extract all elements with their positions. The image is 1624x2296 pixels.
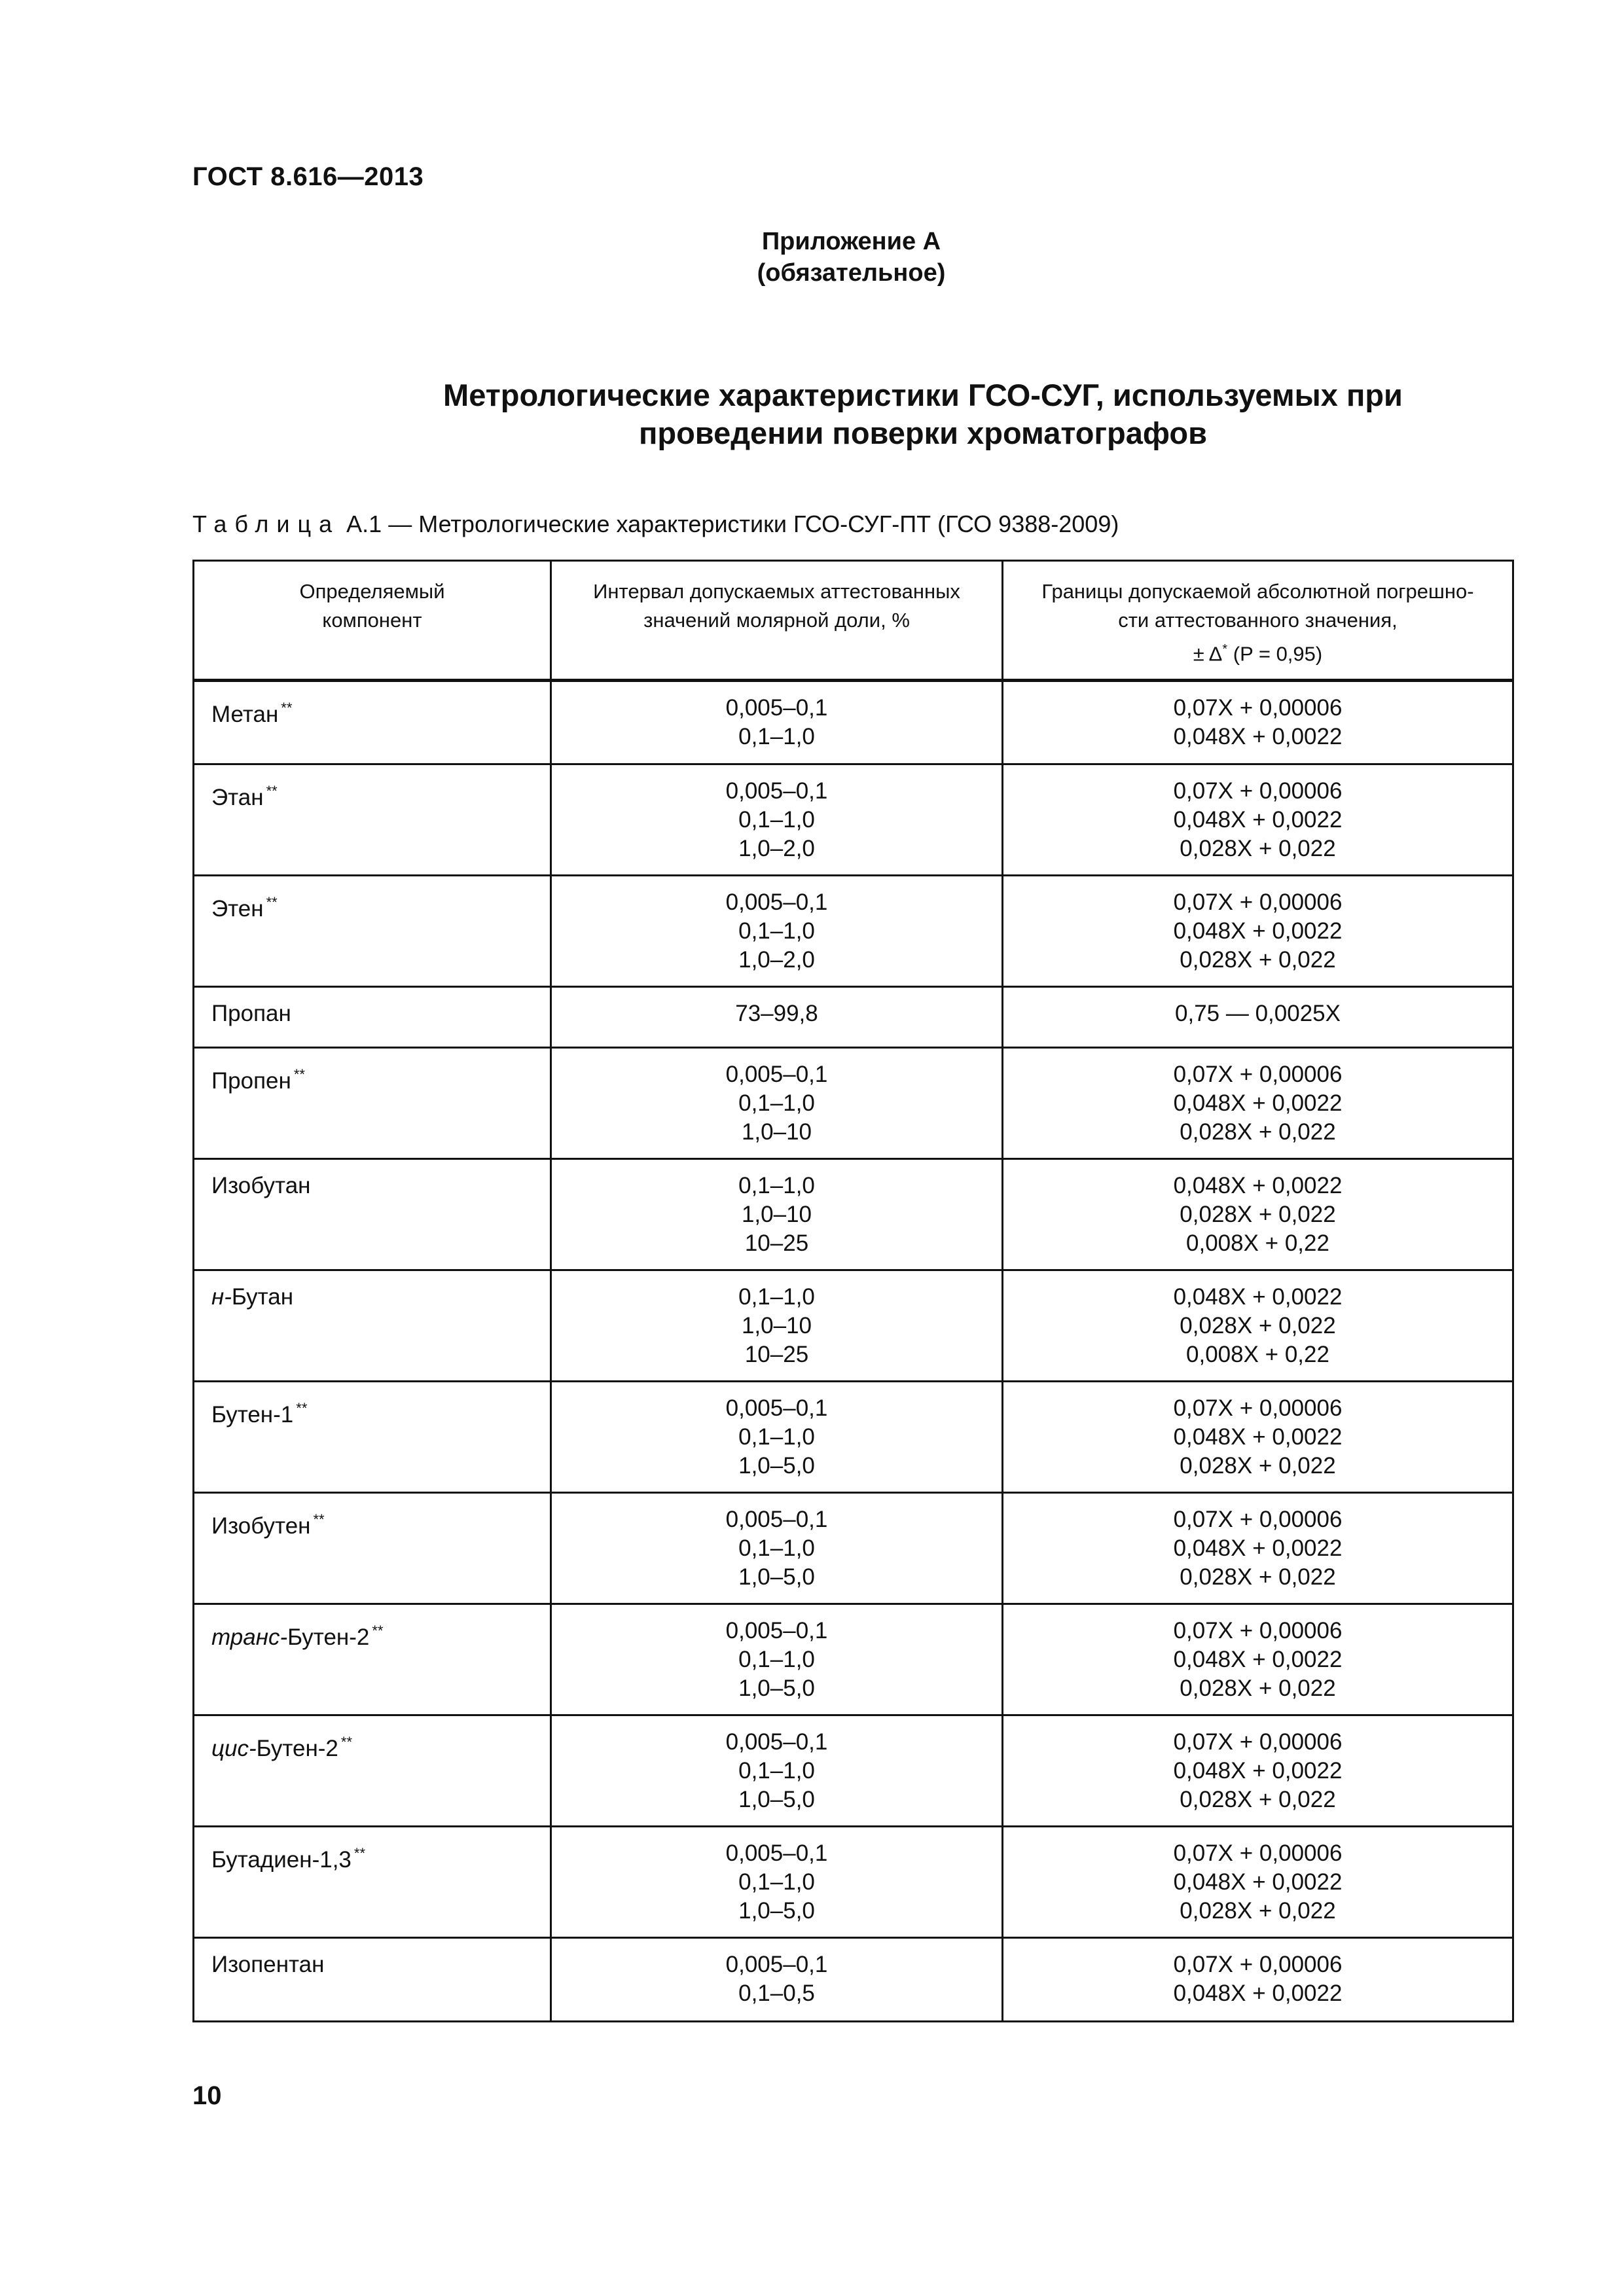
footnote-mark: ** xyxy=(353,1845,366,1862)
component-name: Изопентан xyxy=(211,1952,325,1978)
error-bound-value: 0,028X + 0,022 xyxy=(1180,1119,1336,1145)
interval-value: 1,0–2,0 xyxy=(738,836,815,862)
header-interval-line: значений молярной доли, % xyxy=(643,609,910,632)
footnote-mark: ** xyxy=(293,1066,305,1083)
component-cell xyxy=(194,764,551,876)
error-bound-value: 0,028X + 0,022 xyxy=(1180,1787,1336,1813)
interval-cell xyxy=(551,1827,1003,1938)
header-component-line: Определяемый xyxy=(299,580,445,603)
table-row xyxy=(194,1938,1513,2022)
interval-value: 1,0–5,0 xyxy=(738,1453,815,1479)
header-interval-line: Интервал допускаемых аттестованных xyxy=(593,580,960,603)
interval-value: 1,0–10 xyxy=(741,1119,812,1145)
table-row xyxy=(194,1270,1513,1382)
error-bound-value: 0,028X + 0,022 xyxy=(1180,1313,1336,1339)
interval-cell xyxy=(551,1048,1003,1159)
table-row xyxy=(194,1048,1513,1159)
footnote-mark: ** xyxy=(296,1400,308,1417)
error-bound-cell xyxy=(1003,876,1513,987)
table-header-row xyxy=(194,561,1513,681)
error-bound-cell xyxy=(1003,681,1513,764)
error-bound-value: 0,048X + 0,0022 xyxy=(1173,918,1343,944)
table-row xyxy=(194,876,1513,987)
error-bound-value: 0,048X + 0,0022 xyxy=(1173,1758,1343,1784)
interval-value: 0,1–1,0 xyxy=(738,1869,815,1895)
header-error-line: Границы допускаемой абсолютной погрешно- xyxy=(1041,580,1474,603)
footnote-mark: ** xyxy=(313,1511,325,1528)
error-bound-value: 0,028X + 0,022 xyxy=(1180,836,1336,862)
page-title-line-1: Метрологические характеристики ГСО-СУГ, используемых при xyxy=(443,378,1403,412)
interval-value: 1,0–5,0 xyxy=(738,1787,815,1813)
header-interval xyxy=(551,561,1003,681)
component-name: Этен xyxy=(211,896,264,922)
interval-value: 10–25 xyxy=(744,1342,809,1368)
error-bound-cell xyxy=(1003,1715,1513,1827)
interval-cell xyxy=(551,1159,1003,1270)
interval-cell xyxy=(551,1382,1003,1493)
interval-value: 0,005–0,1 xyxy=(725,1507,828,1533)
interval-value: 0,005–0,1 xyxy=(725,889,828,916)
error-bound-value: 0,07X + 0,00006 xyxy=(1173,1729,1343,1755)
error-bound-value: 0,048X + 0,0022 xyxy=(1173,1869,1343,1895)
metrology-table xyxy=(192,560,1514,2022)
error-bound-value: 0,028X + 0,022 xyxy=(1180,1202,1336,1228)
error-bound-cell xyxy=(1003,1382,1513,1493)
component-name: Бутан xyxy=(231,1284,294,1310)
interval-value: 0,1–1,0 xyxy=(738,1173,815,1199)
error-bound-value: 0,028X + 0,022 xyxy=(1180,1676,1336,1702)
interval-cell xyxy=(551,1493,1003,1604)
table-row xyxy=(194,1382,1513,1493)
interval-value: 0,1–0,5 xyxy=(738,1981,815,2007)
interval-value: 1,0–5,0 xyxy=(738,1898,815,1924)
error-bound-value: 0,07X + 0,00006 xyxy=(1173,778,1343,804)
component-cell xyxy=(194,1604,551,1715)
component-name: Бутен-2 xyxy=(287,1624,370,1651)
error-bound-value: 0,008X + 0,22 xyxy=(1186,1342,1329,1368)
component-cell xyxy=(194,1493,551,1604)
interval-value: 0,005–0,1 xyxy=(725,1840,828,1867)
component-cell xyxy=(194,1159,551,1270)
error-bound-cell xyxy=(1003,1048,1513,1159)
table-body xyxy=(194,681,1513,2022)
component-cell xyxy=(194,876,551,987)
error-bound-value: 0,048X + 0,0022 xyxy=(1173,1090,1343,1117)
component-name: Пропен xyxy=(211,1068,291,1094)
interval-value: 0,1–1,0 xyxy=(738,918,815,944)
error-bound-value: 0,048X + 0,0022 xyxy=(1173,1284,1343,1310)
table-row xyxy=(194,681,1513,764)
header-component xyxy=(194,561,551,681)
table-row xyxy=(194,987,1513,1048)
footnote-mark: ** xyxy=(281,700,293,717)
component-name: Бутен-2 xyxy=(256,1736,338,1762)
header-error-confidence: (P = 0,95) xyxy=(1227,642,1323,666)
header-error-bounds xyxy=(1003,561,1513,681)
component-name: Этан xyxy=(211,785,264,811)
error-bound-value: 0,048X + 0,0022 xyxy=(1173,1981,1343,2007)
error-bound-value: 0,028X + 0,022 xyxy=(1180,1898,1336,1924)
header-error-symbol: ± Δ xyxy=(1193,642,1223,666)
appendix-status: (обязательное) xyxy=(757,259,946,287)
interval-cell xyxy=(551,1715,1003,1827)
error-bound-cell xyxy=(1003,764,1513,876)
page-title xyxy=(367,376,1479,452)
error-bound-cell xyxy=(1003,987,1513,1048)
component-name: Изобутан xyxy=(211,1173,311,1199)
error-bound-cell xyxy=(1003,1604,1513,1715)
error-bound-value: 0,07X + 0,00006 xyxy=(1173,1062,1343,1088)
table-row xyxy=(194,764,1513,876)
page-number: 10 xyxy=(192,2081,222,2110)
table-row xyxy=(194,1827,1513,1938)
error-bound-value: 0,028X + 0,022 xyxy=(1180,1564,1336,1590)
interval-cell xyxy=(551,681,1003,764)
error-bound-cell xyxy=(1003,1938,1513,2022)
appendix-heading xyxy=(0,226,1624,289)
table-row xyxy=(194,1493,1513,1604)
interval-value: 0,1–1,0 xyxy=(738,724,815,750)
component-cell xyxy=(194,681,551,764)
error-bound-value: 0,048X + 0,0022 xyxy=(1173,724,1343,750)
interval-cell xyxy=(551,1270,1003,1382)
error-bound-value: 0,07X + 0,00006 xyxy=(1173,1840,1343,1867)
component-name: Бутадиен-1,3 xyxy=(211,1847,352,1873)
error-bound-value: 0,75 — 0,0025X xyxy=(1175,1001,1341,1027)
component-cell xyxy=(194,1382,551,1493)
component-cell xyxy=(194,1270,551,1382)
error-bound-value: 0,048X + 0,0022 xyxy=(1173,1173,1343,1199)
header-error-footnote-mark: * xyxy=(1222,642,1228,656)
interval-cell xyxy=(551,1604,1003,1715)
interval-cell xyxy=(551,987,1003,1048)
error-bound-value: 0,048X + 0,0022 xyxy=(1173,1535,1343,1562)
error-bound-cell xyxy=(1003,1827,1513,1938)
table-caption-text: А.1 — Метрологические характеристики ГСО-СУГ-ПТ (ГСО 9388-2009) xyxy=(346,511,1119,537)
interval-value: 0,1–1,0 xyxy=(738,1424,815,1450)
component-cell xyxy=(194,1715,551,1827)
footnote-mark: ** xyxy=(266,783,278,800)
footnote-mark: ** xyxy=(340,1734,353,1751)
component-cell xyxy=(194,1827,551,1938)
footnote-mark: ** xyxy=(266,894,278,911)
header-error-line: сти аттестованного значения, xyxy=(1118,609,1398,632)
table-row xyxy=(194,1159,1513,1270)
component-name: Метан xyxy=(211,702,279,728)
interval-value: 0,1–1,0 xyxy=(738,1647,815,1673)
interval-value: 1,0–5,0 xyxy=(738,1676,815,1702)
error-bound-value: 0,048X + 0,0022 xyxy=(1173,1424,1343,1450)
document-id: ГОСТ 8.616—2013 xyxy=(192,162,424,191)
interval-value: 0,1–1,0 xyxy=(738,1758,815,1784)
error-bound-cell xyxy=(1003,1270,1513,1382)
component-name: Изобутен xyxy=(211,1513,311,1539)
interval-value: 73–99,8 xyxy=(735,1001,818,1027)
interval-value: 1,0–2,0 xyxy=(738,947,815,973)
error-bound-value: 0,008X + 0,22 xyxy=(1186,1230,1329,1257)
page-title-line-2: проведении поверки хроматографов xyxy=(639,416,1207,450)
interval-value: 0,005–0,1 xyxy=(725,1729,828,1755)
interval-value: 0,005–0,1 xyxy=(725,1952,828,1978)
interval-value: 1,0–10 xyxy=(741,1313,812,1339)
interval-cell xyxy=(551,876,1003,987)
appendix-label: Приложение А xyxy=(761,228,941,255)
interval-value: 0,005–0,1 xyxy=(725,778,828,804)
component-cell xyxy=(194,987,551,1048)
table-row xyxy=(194,1604,1513,1715)
error-bound-value: 0,07X + 0,00006 xyxy=(1173,1507,1343,1533)
component-cell xyxy=(194,1938,551,2022)
interval-value: 0,005–0,1 xyxy=(725,1395,828,1422)
error-bound-value: 0,048X + 0,0022 xyxy=(1173,1647,1343,1673)
error-bound-cell xyxy=(1003,1159,1513,1270)
component-cell xyxy=(194,1048,551,1159)
header-component-line: компонент xyxy=(322,609,422,632)
error-bound-value: 0,07X + 0,00006 xyxy=(1173,1395,1343,1422)
error-bound-value: 0,048X + 0,0022 xyxy=(1173,807,1343,833)
header-error-line xyxy=(1017,635,1499,668)
interval-value: 1,0–5,0 xyxy=(738,1564,815,1590)
interval-value: 0,1–1,0 xyxy=(738,1535,815,1562)
interval-cell xyxy=(551,764,1003,876)
component-prefix: цис- xyxy=(211,1736,257,1762)
error-bound-value: 0,07X + 0,00006 xyxy=(1173,889,1343,916)
interval-cell xyxy=(551,1938,1003,2022)
error-bound-cell xyxy=(1003,1493,1513,1604)
component-prefix: н- xyxy=(211,1284,232,1310)
table-caption xyxy=(192,511,1119,538)
footnote-mark: ** xyxy=(372,1623,384,1640)
interval-value: 0,005–0,1 xyxy=(725,1062,828,1088)
table-caption-prefix: Таблица xyxy=(192,511,340,537)
interval-value: 0,1–1,0 xyxy=(738,1284,815,1310)
error-bound-value: 0,028X + 0,022 xyxy=(1180,947,1336,973)
component-name: Бутен-1 xyxy=(211,1402,294,1428)
error-bound-value: 0,07X + 0,00006 xyxy=(1173,1952,1343,1978)
table-row xyxy=(194,1715,1513,1827)
interval-value: 0,1–1,0 xyxy=(738,1090,815,1117)
interval-value: 1,0–10 xyxy=(741,1202,812,1228)
component-name: Пропан xyxy=(211,1001,291,1027)
interval-value: 0,005–0,1 xyxy=(725,1618,828,1644)
interval-value: 10–25 xyxy=(744,1230,809,1257)
error-bound-value: 0,028X + 0,022 xyxy=(1180,1453,1336,1479)
interval-value: 0,1–1,0 xyxy=(738,807,815,833)
error-bound-value: 0,07X + 0,00006 xyxy=(1173,1618,1343,1644)
interval-value: 0,005–0,1 xyxy=(725,695,828,721)
error-bound-value: 0,07X + 0,00006 xyxy=(1173,695,1343,721)
component-prefix: транс- xyxy=(211,1624,288,1651)
